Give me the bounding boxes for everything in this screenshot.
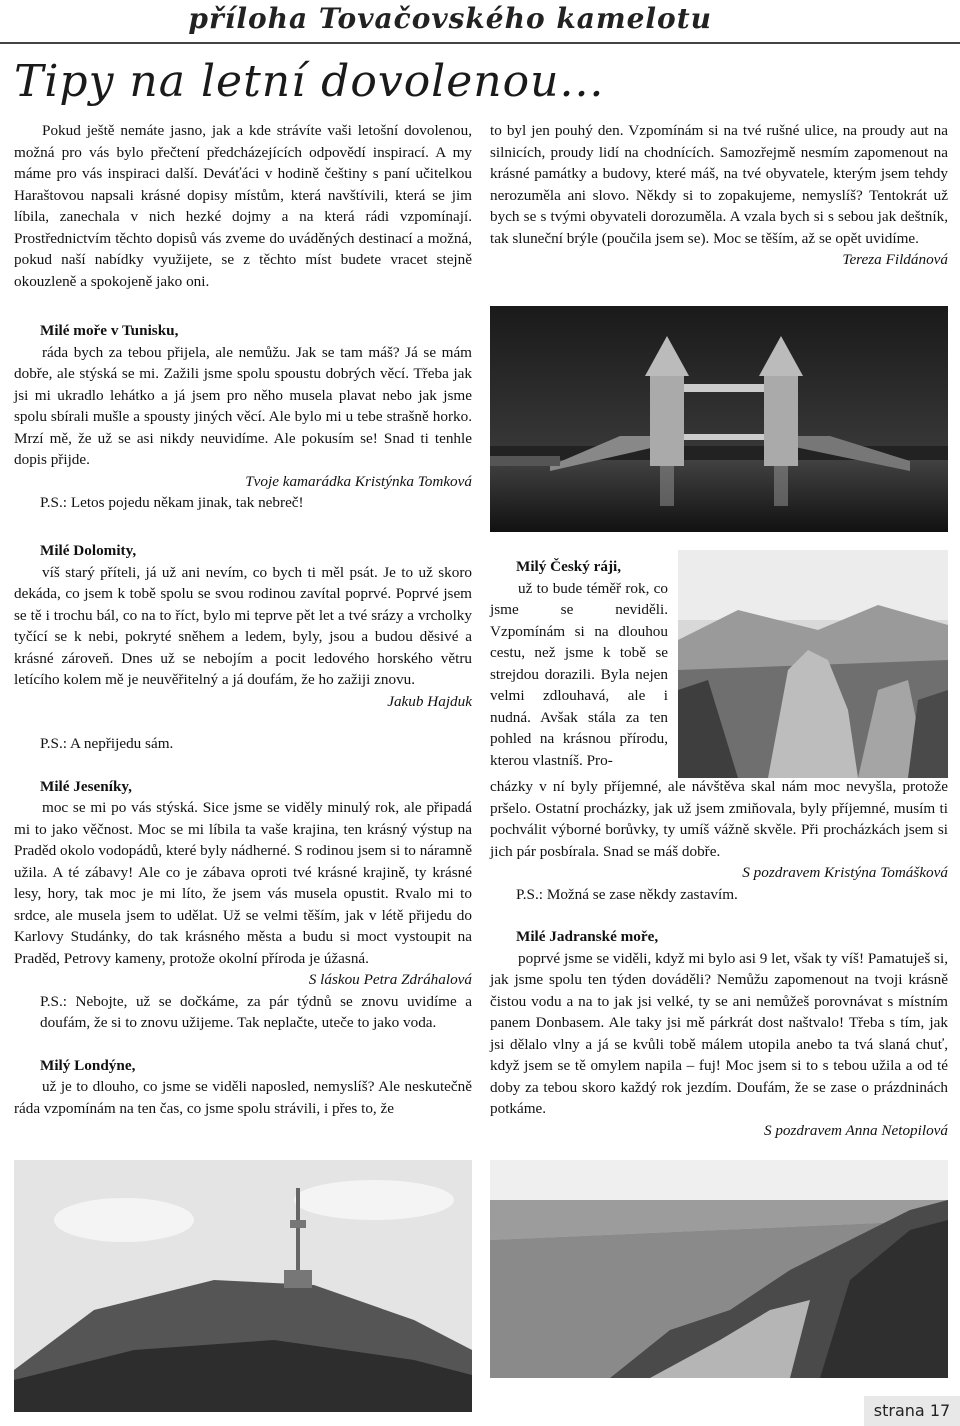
cesky-raj-photo [678,550,948,778]
letter-cesky-raj-top [490,556,668,771]
letter-jadran-salutation: Milé Jadranské moře, [516,928,659,945]
letter-london-salutation: Milý Londýne, [40,1056,136,1074]
letter-cesky-raj-body-top: už to bude téměř rok, co jsme se neviděli. Vzpomínám si na dlouhou cestu, než jsme k tobě se strejdou dorazili. Byla nejen velmi zdlouhavá, ale i nudná. Avšak stála za ten pohled na krásnou přírodu, kterou vlastníš. Pro- [490,579,668,769]
letter-tunis-ps: P.S.: Letos pojedu někam jinak, tak nebreč! [40,494,304,511]
letter-dolomity-salutation: Milé Dolomity, [40,542,137,559]
letter-cesky-raj-signature: S pozdravem Kristýna Tomášková [742,864,948,881]
letter-jeseniky-signature: S láskou Petra Zdráhalová [308,971,472,988]
letter-dolomity-signature: Jakub Hajduk [387,692,472,710]
letter-cesky-raj-body-bottom: cházky v ní byly příjemné, ale návštěva skal nám moc nevyšla, protože pršelo. Ostatní procházky, jak už jsem zmiňovala, byly příjemné, musím ti pochválit výborné borůvky, ty umíš vážně skvěle. Při procházkách jsem si jich pár posbírala. Snad se máš dobře. [490,778,948,860]
letter-dolomity [14,540,472,1119]
letter-jadran-signature: S pozdravem Anna Netopilová [763,1121,948,1139]
intro-block [14,120,472,292]
letter-tunis-signature: Tvoje kamarádka Kristýnka Tomková [245,472,472,490]
letter-london-end [490,120,948,271]
letter-london-end-body: to byl jen pouhý den. Vzpomínám si na tvé rušné ulice, na proudy aut na silnicích, proudy lidí na chodnících. Samozřejmě nesmím zapomenout na krásné památky a budovy, které máš, na tvé obyvatele, kterým jsem tehdy nerozuměla ani slovo. Někdy si to zopakujeme, nemyslíš? Tentokrát už bych se s tvými obyvateli dorozuměla. A vzala bych si s sebou jak deštník, tak sluneční brýle (poučila jsem se). Moc se těším, až se opět uvidíme. [490,122,948,247]
jadran-photo [490,1160,948,1378]
page-title: Tipy na letní dovolenou... [14,56,605,107]
letter-tunis-body: ráda bych za tebou přijela, ale nemůžu. Jak se tam máš? Já se mám dobře, ale stýská se mi. Zažili jsme spolu spoustu dobrých věcí. Třeba jak jsi mi ukradlo lehátko a já jsem pro něho musela plavat nebo jak jsme spolu sbírali mušle a spousty jiných věcí. Ale bylo mi u tebe strašně horko. Mrzí mě, že už se asi nikdy neuvidíme. Ale pokusím se! Snad ti tenhle dopis přijde. [14,343,472,468]
letter-jeseniky-body: moc se mi po vás stýská. Sice jsme se viděly minulý rok, ale připadá mi to jako věčnost. Moc se mi líbila ta vaše krajina, ten krásný výstup na Praděd okolo vodopádů, které byly nádherné. S rodinou jsem si to náramně užila. A té zábavy! Ale co je zábava oproti tvé krásné krajině, ty krásné lesy, hory, tak moc je mi líto, že jsem vás musela opustit. Rvalo mi to srdce, ale musela jsem to udělat. Už se velmi těším, jak v létě přijedu do Karlovy Studánky, do tak krásného města a budu si moct vystoupit na Praděd, Petrovy kameny, protože okolní příroda je úžasná. [14,799,472,967]
letter-jeseniky-ps: P.S.: Nebojte, už se dočkáme, za pár týdnů se znovu uvidíme a doufám, že si to znovu užijeme. Tak neplačte, uteče to jako voda. [40,992,472,1031]
page-number: strana 17 [864,1396,960,1426]
letter-london-end-signature: Tereza Fildánová [842,251,948,268]
letter-dolomity-body: víš starý příteli, já už ani nevím, co bych ti měl psát. Je to už skoro dekáda, co jsem k tobě spolu se svou rodinou zavítal poprvé. Poprvé jsem se tě i trochu bál, co na to říct, bylo mi teprve pět let a tvé srázy a vrcholky tyčící se k nebi, pokryté sněhem a ledem, byly, jsou a budou děsivé a krásné zároveň. Dnes už se nebojím a pocit ledového horského větru letícího kolem mě je neuvěřitelný a já doufám, že ho zažiji znovu. [14,563,472,688]
letter-cesky-raj-ps: P.S.: Možná se zase někdy zastavím. [516,885,738,903]
letter-cesky-raj-salutation: Milý Český ráji, [516,558,622,575]
supplement-title: příloha Tovačovského kamelotu [188,2,712,35]
praded-photo [14,1160,472,1412]
letter-london-body: už je to dlouho, co jsme se viděli naposled, nemyslíš? Ale neskutečně ráda vzpomínám na ten čas, co jsme spolu strávili, i přes to, že [14,1078,472,1117]
letter-tunis-salutation: Milé moře v Tunisku, [40,322,179,339]
letter-dolomity-ps: P.S.: A nepřijedu sám. [40,735,174,752]
letter-cesky-raj-bottom [490,776,948,1141]
letter-jeseniky-salutation: Milé Jeseníky, [40,777,132,795]
letter-tunis [14,320,472,514]
letter-jadran-body: poprvé jsme se viděli, když mi bylo asi 9 let, však ty víš! Pamatuješ si, jak jsme spolu ten týden dováděli? Nemůžu zapomenout na tvoji krásně čistou vodu a na to jak jsi velké, ty se ani nemůžeš porovnávat s místním panem Donbasem. Ale taky jsi mě párkrát dost naštvalo! Třeba s tím, jak jsi dělalo vlny a já se kvůli tobě málem utopila anebo ta tvá slaná chuť, když jsem se tě omylem napila – fuj! Moc jsem si to s tebou užila a od té doby za tebou skoro každý rok jezdím. Doufám, že se zase o prázdninách potkáme. [490,949,948,1117]
tower-bridge-photo [490,306,948,532]
intro-paragraph: Pokud ještě nemáte jasno, jak a kde strávíte vaši letošní dovolenou, možná pro vás bylo přečtení předcházejících odpovědí inspirací. A my máme pro vás inspiraci další. Deváťáci v hodině češtiny s paní učitelkou Haraštovou napsali krásné dopisy místům, která navštívili, která se jim líbila, zanechala v nich hezké dojmy a na která rádi vzpomínají. Prostřednictvím těchto dopisů vás zveme do uváděných destinací a možná, pokud naší nabídky využijete, se z těchto míst budete vracet stejně okouzleně a spokojeně jako oni. [14,122,472,290]
header-rule [0,42,960,44]
